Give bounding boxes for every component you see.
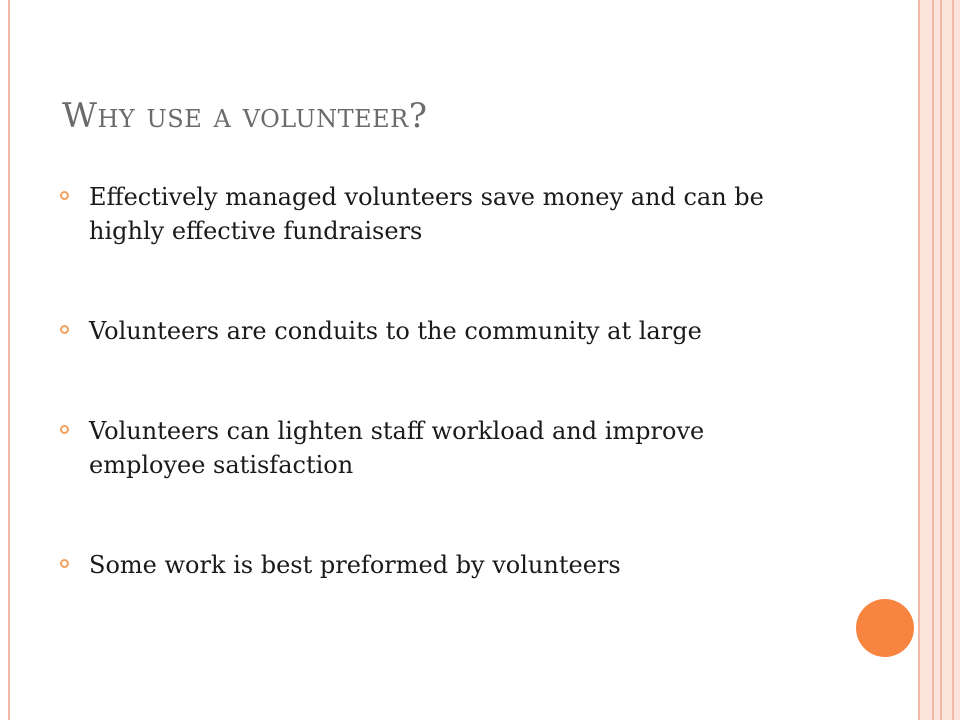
- bullet-text: Volunteers are conduits to the community at large: [89, 317, 702, 345]
- bullet-item: [60, 180, 820, 248]
- bullet-circle-icon: [60, 425, 69, 434]
- bullet-circle-icon: [60, 191, 69, 200]
- left-border-line: [8, 0, 10, 720]
- bullet-item: [60, 314, 820, 348]
- bullet-circle-icon: [60, 559, 69, 568]
- bullet-item: [60, 414, 820, 482]
- bullet-text: Some work is best preformed by volunteers: [89, 551, 621, 579]
- bullet-circle-icon: [60, 325, 69, 334]
- bullet-text: Effectively managed volunteers save money and can be highly effective fundraisers: [89, 183, 764, 245]
- right-decorative-band: [920, 0, 932, 720]
- bullet-text: Volunteers can lighten staff workload and improve employee satisfaction: [89, 417, 705, 479]
- bullet-item: [60, 548, 820, 582]
- bullet-list: [60, 180, 820, 582]
- decorative-circle-icon: [856, 599, 914, 657]
- slide-title: Why use a volunteer?: [62, 96, 428, 136]
- right-decorative-band: [954, 0, 960, 720]
- right-decorative-band: [942, 0, 952, 720]
